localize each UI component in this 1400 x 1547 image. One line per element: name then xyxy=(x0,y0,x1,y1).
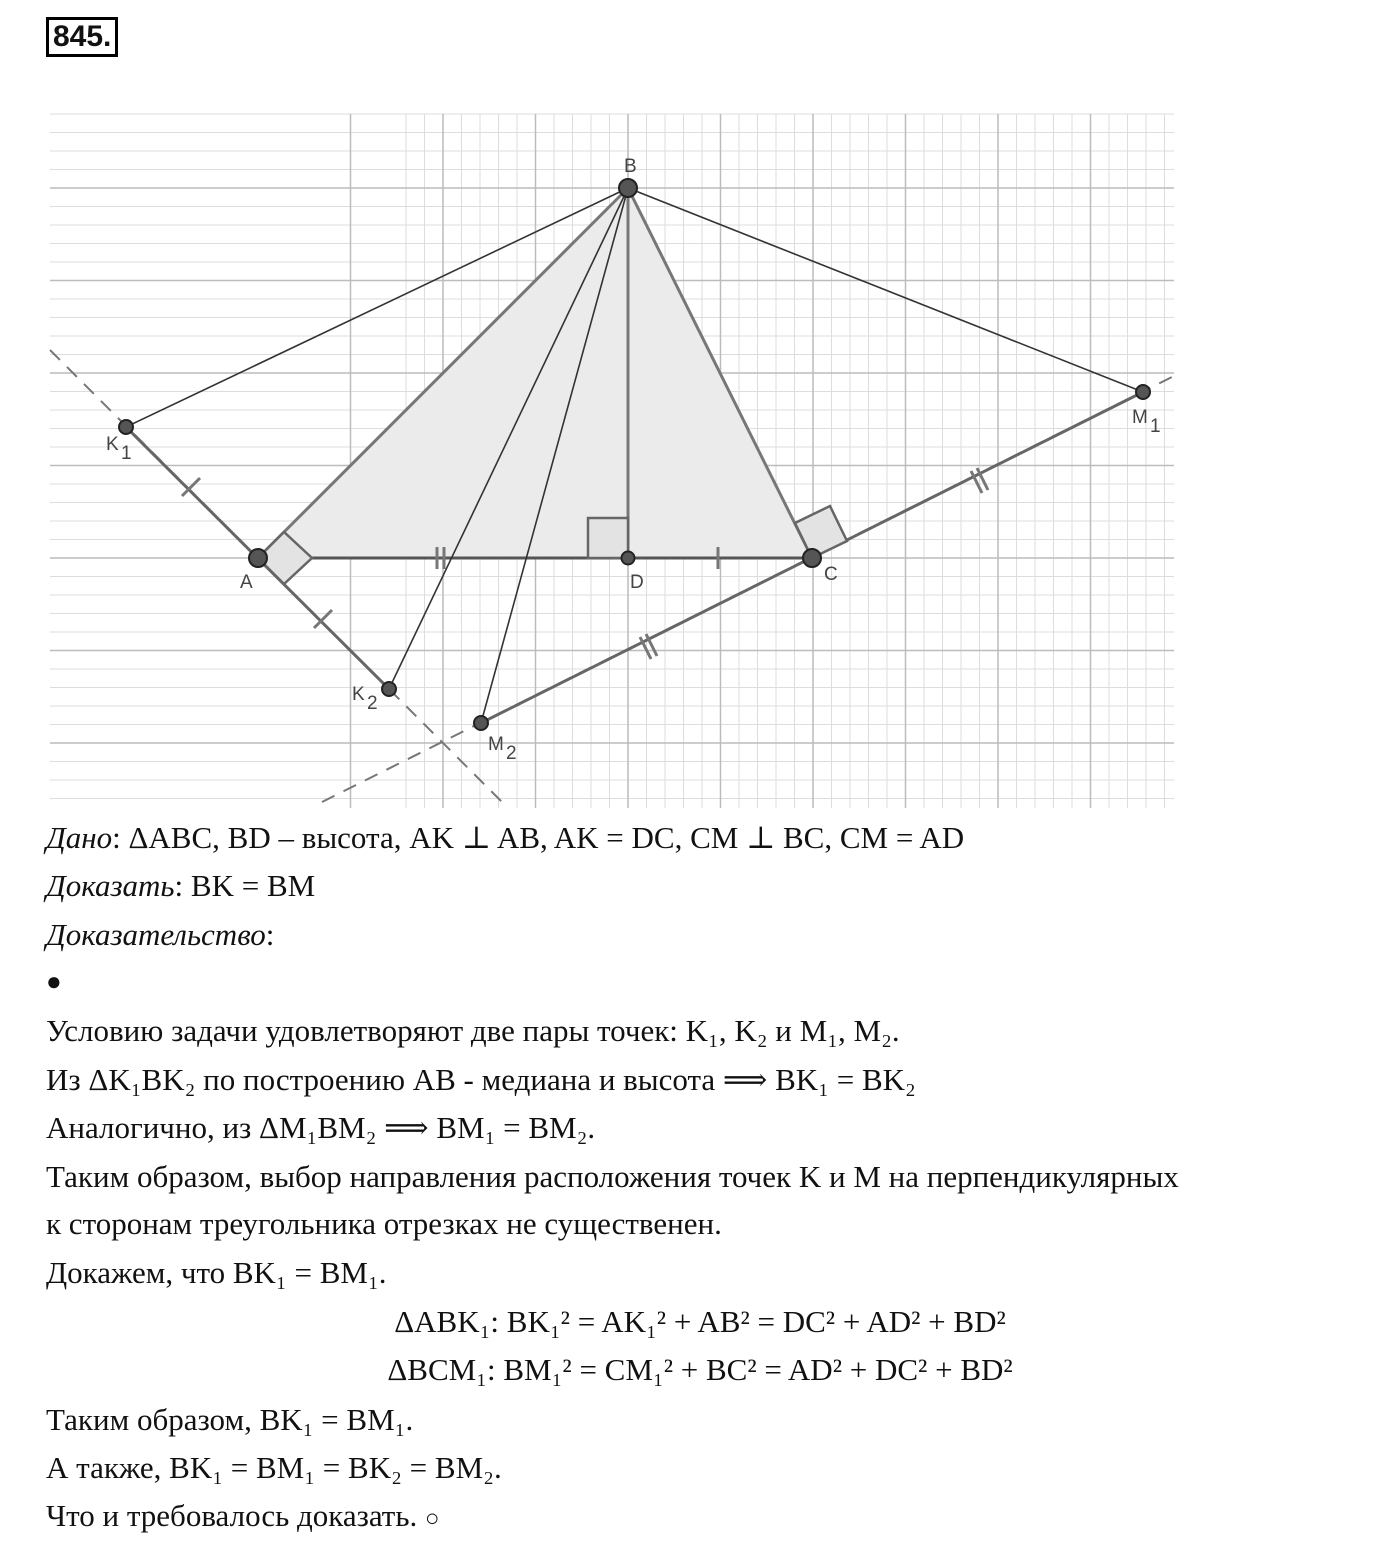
label-k2: K xyxy=(352,684,365,705)
prove-text: : BK = BM xyxy=(174,868,316,903)
label-m2: M xyxy=(488,734,504,755)
label-k1: K xyxy=(106,434,119,455)
given-label: Дано xyxy=(46,820,113,855)
point-k1 xyxy=(119,420,133,434)
label-k1-sub: 1 xyxy=(121,443,132,464)
prove-line xyxy=(46,866,315,906)
label-m2-sub: 2 xyxy=(506,743,517,764)
label-b: B xyxy=(624,156,637,177)
given-text: : ΔABC, BD – высота, AK ⊥ AB, AK = DC, CM ⊥ BC, CM = AD xyxy=(112,820,965,855)
label-k2-sub: 2 xyxy=(367,693,378,714)
bullet: ● xyxy=(46,967,62,996)
point-k2 xyxy=(382,682,396,696)
proof-line-5: к сторонам треугольника отрезках не существенен. xyxy=(46,1206,722,1241)
proof-colon: : xyxy=(265,917,275,952)
prove-label: Доказать xyxy=(46,868,175,903)
proof-line-1: Условию задачи удовлетворяют две пары точек: K₁, K₂ и M₁, M₂. xyxy=(46,1013,900,1048)
conclusion-text: Что и требовалось доказать. xyxy=(46,1498,418,1533)
proof-label: Доказательство xyxy=(46,917,266,952)
label-m1-sub: 1 xyxy=(1150,416,1161,437)
equation-2: ΔBCM₁: BM₁² = CM₁² + BC² = AD² + DC² + BD² xyxy=(387,1352,1013,1387)
point-c xyxy=(803,549,821,567)
label-d: D xyxy=(630,572,644,593)
right-angle-d xyxy=(588,518,628,558)
proof-line-7: Таким образом, BK₁ = BM₁. xyxy=(46,1402,414,1437)
label-c: C xyxy=(824,564,838,585)
point-m2 xyxy=(474,716,488,730)
label-a: A xyxy=(240,572,253,593)
proof-line-4: Таким образом, выбор направления расположения точек K и M на перпендикулярных xyxy=(46,1159,1179,1194)
end-mark: ○ xyxy=(425,1506,440,1532)
proof-line-8: А также, BK₁ = BM₁ = BK₂ = BM₂. xyxy=(46,1450,502,1485)
proof-line-9 xyxy=(46,1496,440,1539)
proof-line-2: Из ΔK₁BK₂ по построению AB - медиана и высота ⟹ BK₁ = BK₂ xyxy=(46,1062,916,1097)
given-line xyxy=(46,818,964,858)
label-m1: M xyxy=(1132,407,1148,428)
proof-line-6: Докажем, что BK₁ = BM₁. xyxy=(46,1255,387,1290)
point-a xyxy=(249,549,267,567)
point-m1 xyxy=(1136,385,1150,399)
equation-1: ΔABK₁: BK₁² = AK₁² + AB² = DC² + AD² + BD² xyxy=(394,1304,1006,1339)
point-b xyxy=(619,179,637,197)
point-d xyxy=(622,552,635,565)
problem-number: 845. xyxy=(46,17,118,57)
proof-line-3: Аналогично, из ΔM₁BM₂ ⟹ BM₁ = BM₂. xyxy=(46,1110,596,1145)
proof-heading xyxy=(46,915,274,955)
